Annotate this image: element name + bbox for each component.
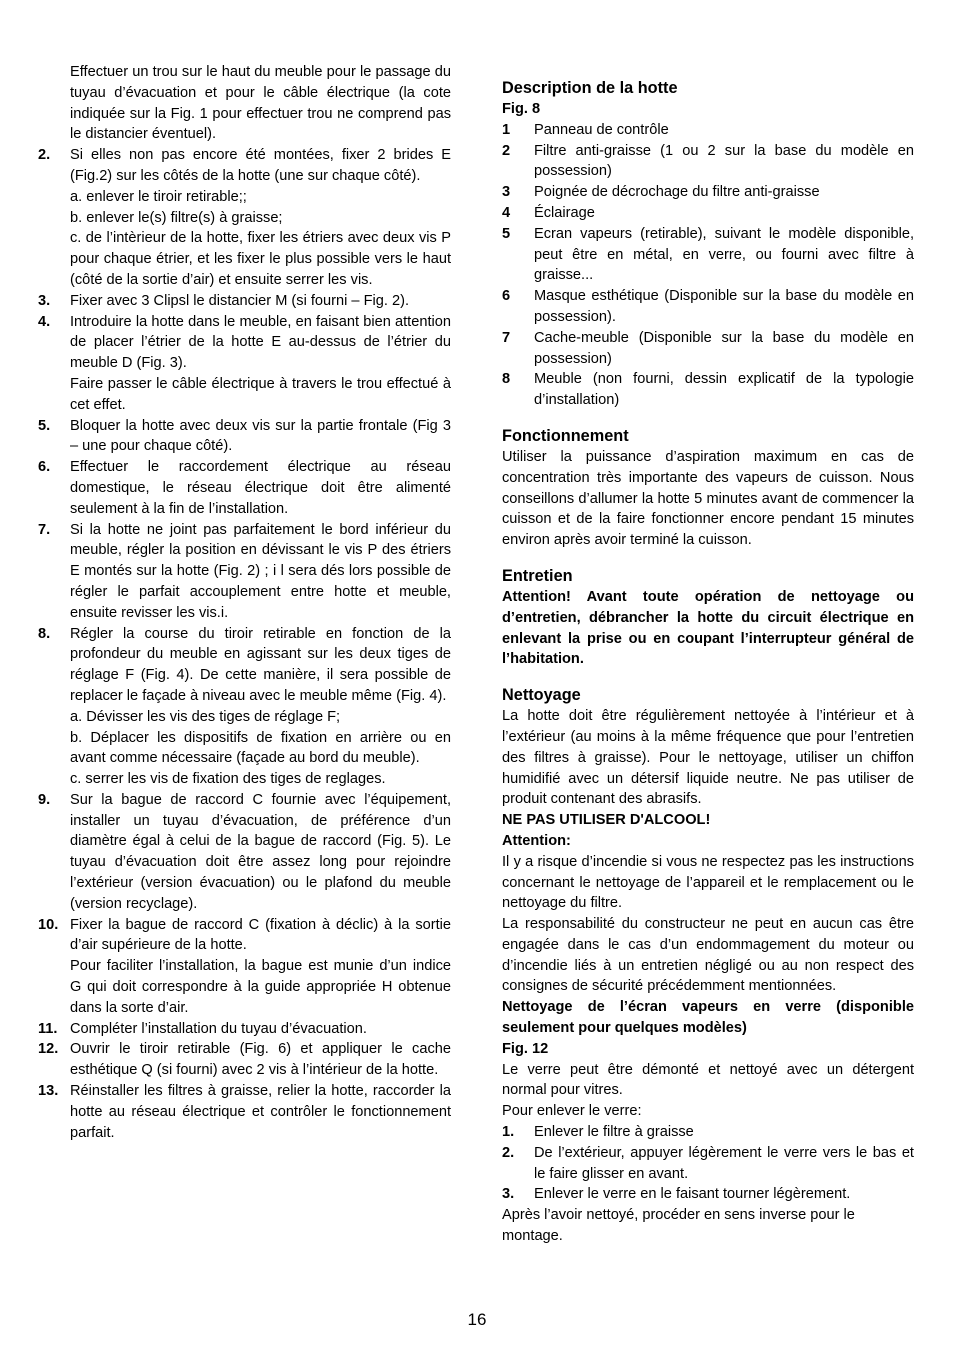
step-text: Effectuer le raccordement électrique au réseau domestique, le réseau électrique doit être alimenté seulement à la fin de l’installation. [70,459,451,517]
section-title-nettoyage: Nettoyage [502,686,581,705]
step-number: 6. [38,459,51,476]
glass-screen-title: Nettoyage de l’écran vapeurs en verre (disponible seulement pour quelques modèles) [502,999,914,1037]
attention-text: Il y a risque d’incendie si vous ne respectez pas les instructions concernant le nettoyage de l’appareil et le remplacement ou le nettoyage du filtre. [502,853,914,912]
part-item [502,224,914,286]
step-12 [38,1039,451,1081]
responsibility-text: La responsabilité du constructeur ne peut en aucun cas être engagée dans le cas d’un endommagement du moteur ou d’incendie liés à un entretien négligé ou au non respect des consignes de sécurité précédemment mentionnées. [502,916,914,995]
left-column [38,62,451,1143]
intro-paragraph: Effectuer un trou sur le haut du meuble pour le passage du tuyau d’évacuation et pour le câble électrique (la cote indiquée sur la Fig. 1 pour effectuer trou ne comprend pas le distancier éventuel). [70,64,451,143]
step-4 [38,312,451,416]
remove-step-text: De l’extérieur, appuyer légèrement le verre vers le bas et le faire glisser en avant. [534,1144,914,1182]
part-item [502,286,914,328]
remove-step [502,1184,914,1205]
remove-step-text: Enlever le verre en le faisant tourner légèrement. [534,1186,851,1203]
step-number: 3. [38,292,51,309]
step-number: 11. [38,1020,58,1037]
step-text: Faire passer le câble électrique à travers le trou effectué à cet effet. [70,375,451,413]
step-text: Si elles non pas encore été montées, fixer 2 brides E (Fig.2) sur les côtés de la hotte (une sur chaque côté). [70,147,451,184]
step-number: 2. [38,147,51,164]
step-number: 10. [38,916,59,933]
step-13 [38,1081,451,1143]
step-text: c. de l’intèrieur de la hotte, fixer les étriers avec deux vis P pour chaque étrier, et les fixer le plus possible vers le haut (côté de la sortie d’air) et ensuite serrer les vis. [70,230,451,288]
part-number: 5 [502,225,511,242]
entretien-warning: Attention! Avant toute opération de nettoyage ou d’entretien, débrancher la hotte du circuit électrique en enlevant la prise ou en coupant l’interrupteur général de l’habitation. [502,588,914,668]
right-column [502,77,914,1247]
part-number: 2 [502,142,511,159]
no-alcohol-warning: NE PAS UTILISER D'ALCOOL! [502,812,711,829]
part-text: Filtre anti-graisse (1 ou 2 sur la base du modèle en possession) [534,142,914,180]
step-number: 5. [38,417,51,434]
part-number: 1 [502,121,511,138]
step-number: 4. [38,313,51,330]
step-text: a. Dévisser les vis des tiges de réglage F; [70,708,341,725]
part-item [502,182,914,203]
step-text: Introduire la hotte dans le meuble, en faisant bien attention de placer l’étrier de la hotte E au-dessus de l’étrier du meuble D (Fig. 3). [70,313,451,372]
step-text: b. enlever le(s) filtre(s) à graisse; [70,209,283,226]
remove-step-number: 1. [502,1124,515,1141]
part-text: Ecran vapeurs (retirable), suivant le modèle disponible, peut être en métal, en verre, ou fourni avec filtre à graisse... [534,225,914,284]
step-number: 12. [38,1041,59,1058]
step-text: Ouvrir le tiroir retirable (Fig. 6) et appliquer le cache esthétique Q (si fourni) avec 2 vis à l’intérieur de la hotte. [70,1041,451,1079]
part-number: 7 [502,329,511,346]
step-text: b. Déplacer les dispositifs de fixation en arrière ou en avant comme nécessaire (façade au bord du meuble). [70,729,451,767]
part-number: 3 [502,184,511,201]
part-text: Meuble (non fourni, dessin explicatif de la typologie d’installation) [534,371,914,409]
step-text: Fixer la bague de raccord C (fixation à déclic) à la sortie d’air supérieure de la hotte. [70,916,451,954]
remove-step [502,1122,914,1143]
step-text: Bloquer la hotte avec deux vis sur la partie frontale (Fig 3 – une pour chaque côté). [70,417,451,455]
page-number: 16 [467,1310,487,1329]
step-text: c. serrer les vis de fixation des tiges de reglages. [70,771,386,788]
part-item [502,369,914,411]
remove-step-number: 2. [502,1144,515,1161]
step-2 [38,145,451,291]
part-item [502,141,914,183]
part-number: 8 [502,371,511,388]
glass-screen-text: Le verre peut être démonté et nettoyé avec un détergent normal pour vitres. [502,1061,914,1099]
step-number: 8. [38,625,51,642]
part-item [502,120,914,141]
step-text: Pour faciliter l’installation, la bague est munie d’un indice G qui doit correspondre à la guide appropriée H obtenue dans la sorte d’air. [70,958,451,1016]
fig-reference: Fig. 12 [502,1040,549,1057]
step-5 [38,416,451,458]
step-3 [38,291,451,312]
step-number: 7. [38,521,51,538]
part-item [502,203,914,224]
step-text: Si la hotte ne joint pas parfaitement le bord inférieur du meuble, régler la position en dévissant le vis P des étriers E montés sur la hotte (Fig. 2) ; i l sera dés lors possible de régler le parfait accouplement entre hotte et meuble, ensuite revisser les vis.i. [70,521,451,621]
section-title-description: Description de la hotte [502,79,678,97]
fonctionnement-text: Utiliser la puissance d’aspiration maximum en cas de concentration très importante des vapeurs de cuisson. Nous conseillons d’allumer la hotte 5 minutes avant de commencer la cuisson et de la faire fonctionner encore pendant 15 minutes environ après avoir terminé la cuisson. [502,448,914,549]
part-number: 6 [502,288,511,305]
step-text: Réinstaller les filtres à graisse, relier la hotte, raccorder la hotte au réseau électrique et contrôler le fonctionnement parfait. [70,1083,451,1141]
nettoyage-text: La hotte doit être régulièrement nettoyée à l’intérieur et à l’extérieur (au moins à la même fréquence que pour l’entretien des filtres à graisse). Pour le nettoyage, utiliser un chiffon humidifié avec un détersif liquide neutre. Ne pas utiliser de produit contenant des abrasifs. [502,708,914,808]
remove-step [502,1143,914,1185]
part-text: Cache-meuble (Disponible sur la base du modèle en possession) [534,329,914,367]
part-item [502,328,914,370]
part-number: 4 [502,204,511,221]
step-text: Fixer avec 3 Clipsl le distancier M (si fourni – Fig. 2). [70,292,410,309]
section-title-fonctionnement: Fonctionnement [502,426,629,445]
step-number: 13. [38,1083,59,1100]
step-number: 9. [38,791,51,808]
step-7 [38,520,451,624]
step-text: Régler la course du tiroir retirable en fonction de la profondeur du meuble en agissant sur les deux tiges de réglage F (Fig. 4). De cette manière, il sera possible de replacer le façade à niveau avec le meuble même (Fig. 4). [70,625,451,704]
final-text: Après l’avoir nettoyé, procéder en sens inverse pour le montage. [502,1207,855,1245]
step-text: Compléter l’installation du tuyau d’évacuation. [70,1020,367,1037]
attention-label: Attention: [502,832,571,849]
step-text: Sur la bague de raccord C fournie avec l’équipement, installer un tuyau d’évacuation, de préférence d’un diamètre égal à celui de la bague de raccord (Fig. 5). Le tuyau d’évacuation doit être assez long pour rejoindre l’extérieur (version évacuation) ou le plafond du meuble (version recyclage). [70,791,451,912]
remove-step-text: Enlever le filtre à graisse [534,1124,694,1141]
part-text: Poignée de décrochage du filtre anti-graisse [534,184,820,201]
step-9 [38,790,451,915]
remove-glass-intro: Pour enlever le verre: [502,1103,642,1120]
section-title-entretien: Entretien [502,566,573,585]
remove-step-number: 3. [502,1186,515,1203]
step-11 [38,1019,451,1040]
step-text: a. enlever le tiroir retirable;; [70,188,247,205]
part-text: Panneau de contrôle [534,121,669,138]
step-10 [38,915,451,1019]
fig-reference: Fig. 8 [502,101,541,117]
step-8 [38,624,451,790]
part-text: Masque esthétique (Disponible sur la base du modèle en possession). [534,288,914,325]
part-text: Éclairage [534,204,595,221]
step-6 [38,457,451,519]
